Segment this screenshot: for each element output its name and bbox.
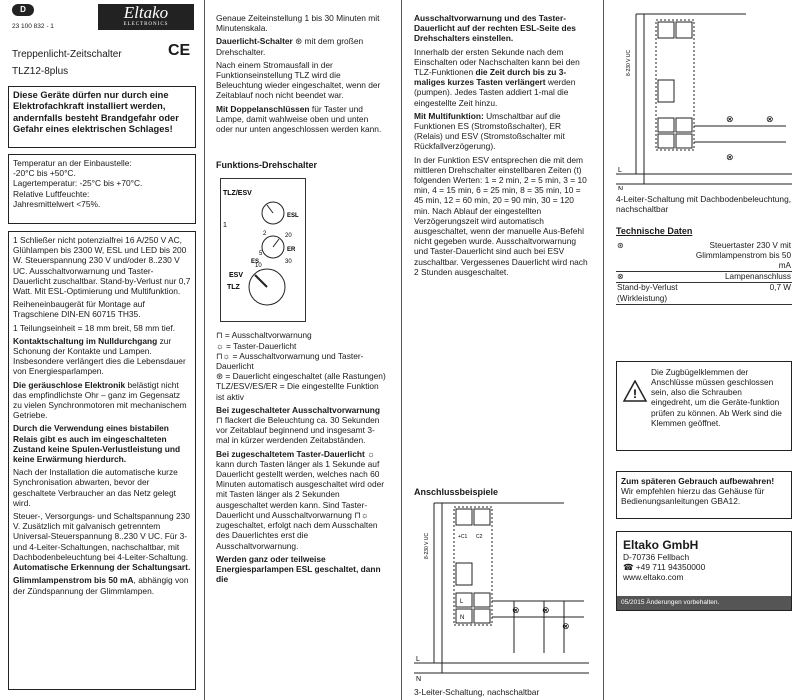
paragraph: TLZ/ESV/ES/ER = Die eingestellte Funktion ist aktiv xyxy=(216,381,379,402)
dial-label: ER xyxy=(287,247,296,254)
dial-label: ES xyxy=(251,259,260,266)
diagram-svg xyxy=(616,0,792,190)
paragraph xyxy=(216,104,386,135)
terminal xyxy=(456,593,472,607)
bold-text: Mit Multifunktion: xyxy=(414,110,484,121)
dial-label: 5 xyxy=(259,251,263,258)
text: Steuer-, Versorgungs- und Schaltspannung 230 V. Zusätzlich mit galvanisch getrenntem Universal-Steuerspannung 8..230 V UC. Für 3- und 4-Leiter-Schaltungen, nachschaltbar, mit Dachbodenbeleuchtung bei 4-Leiter-Schaltung. xyxy=(13,511,190,562)
notice-box xyxy=(616,361,792,451)
bold-text: Dauerlicht-Schalter xyxy=(216,36,293,47)
wiring-diagram-3-wire xyxy=(414,493,589,683)
lamp-icon: ⊗ xyxy=(512,605,520,615)
voltage-label: 8-230 V UC xyxy=(424,532,430,559)
bold-text: Durch die Verwendung eines bistabilen Relais gibt es auch im eingeschalteten Zustand keine Spulen-Verlustleistung und keine Erwärmung hierdurch. xyxy=(13,423,181,465)
dial-label: 1 xyxy=(223,222,227,230)
bold-text: Automatische Erkennung der Schaltungsart. xyxy=(13,562,191,573)
warning-sun-icon: ⊓☼ xyxy=(354,509,369,520)
temp-line: -20°C bis +50°C. xyxy=(13,168,76,179)
keep-box xyxy=(616,471,792,519)
paragraph xyxy=(13,511,191,572)
warning-triangle-icon xyxy=(623,380,647,402)
legend-item: ⊛ = Dauerlicht eingeschaltet (alle Rastungen) xyxy=(216,371,386,382)
dial-pointer xyxy=(267,205,273,213)
header xyxy=(8,4,196,34)
paragraph: Nach einem Stromausfall in der Funktionseinstellung TLZ wird die Beleuchtung wieder eingeschaltet, wenn der Zeitablauf noch nicht beendet war. xyxy=(216,59,381,101)
company-web[interactable]: www.eltako.com xyxy=(623,572,684,583)
paragraph xyxy=(13,380,191,421)
table-row xyxy=(616,283,792,304)
legend-item: ⊓ = Ausschaltvorwarnung xyxy=(216,330,312,341)
product-name: Treppenlicht-Zeitschalter xyxy=(12,49,122,60)
paragraph: Bei zugeschalteter Ausschaltvorwarnung ⊓ flackert die Beleuchtung ca. 30 Sekunden vor Zeitablauf beginnend und insgesamt 3-mal in kürzer werdenden Zeitabständen. xyxy=(216,404,380,446)
row-value: 0,7 W xyxy=(685,283,792,304)
rail-label: L xyxy=(416,656,420,663)
lamp-icon: ⊗ xyxy=(562,621,570,631)
temp-line: Jahresmittelwert <75%. xyxy=(13,198,101,209)
terminal xyxy=(474,593,490,607)
diagram-caption: 3-Leiter-Schaltung, nachschaltbar xyxy=(414,687,540,697)
dauerlicht-icon: ⊛ xyxy=(295,36,303,47)
paragraph: Nach der Installation die automatische kurze Synchronisation abwarten, bevor der geschaltete Verbraucher an das Netz gelegt wird. xyxy=(13,467,178,508)
bold-text: Die geräuschlose Elektronik xyxy=(13,379,126,390)
terminal-label: +C1 xyxy=(458,534,468,540)
legend-item: ☼ = Taster-Dauerlicht xyxy=(216,340,297,351)
column-4 xyxy=(616,0,792,611)
company-box xyxy=(616,531,792,611)
dauerlicht-icon: ⊛ xyxy=(216,371,224,382)
dial-svg xyxy=(221,179,305,321)
diagram-heading: Anschlussbeispiele xyxy=(414,487,499,497)
temp-line: Relative Luftfeuchte: xyxy=(13,188,90,199)
dial-label: ESL xyxy=(287,213,299,220)
paragraph: In der Funktion ESV entsprechen die mit dem mittleren Drehschalter einstellbaren Zeiten (t) folgenden Werten: 1 = 2 min, 2 = 5 min, 3 = 10 min, 4 = 15 min, 6 = 25 min, 8 = 35 min, 10 = 45 min, 12 = 60 min, 20 = 90 min, 30 = 120 min. Nach Ablauf der eingestellten Verzögerungszeit wird automatisch ausgeschaltet, wenn der manuelle Aus-Befehl nicht gegeben wurde. Ausschaltvorwarnung und Taster-Dauerlicht sind auch bei ESV zuschaltbar. Vergessenes Dauerlicht wird nach 2 Stunden ausgeschaltet. xyxy=(414,154,588,277)
diagram-caption: 4-Leiter-Schaltung mit Dachbodenbeleuchtung, nachschaltbar xyxy=(616,194,792,215)
table-row xyxy=(616,241,792,272)
dial-label: 2 xyxy=(263,231,267,238)
bold-text: Mit Doppelanschlüssen xyxy=(216,103,310,114)
paragraph xyxy=(414,13,589,44)
safety-warning: Diese Geräte dürfen nur durch eine Elektrofachkraft installiert werden, andernfalls besteht Brandgefahr oder Gefahr eines elektrischen Schlages! xyxy=(8,86,196,148)
dial-heading: Funktions-Drehschalter xyxy=(216,160,318,171)
dial-label: 20 xyxy=(285,233,292,240)
terminal-label: C2 xyxy=(476,534,483,540)
dial-label: 10 xyxy=(255,263,262,270)
paragraph: 1 Teilungseinheit = 18 mm breit, 58 mm tief. xyxy=(13,322,176,333)
voltage-label: 8-230 V UC xyxy=(626,49,632,76)
brand-subtitle: ELECTRONICS xyxy=(123,22,169,27)
paragraph: Genaue Zeiteinstellung 1 bis 30 Minuten mit Minutenskala. xyxy=(216,13,380,34)
text: mit dem großen Drehschalter. xyxy=(216,36,364,57)
device-outline xyxy=(656,20,694,150)
terminal xyxy=(658,118,674,132)
bold-text: Bei zugeschalteter Ausschaltvorwarnung xyxy=(216,404,380,415)
bold-text: die Zeit durch bis zu 3-maliges kurzes Tasten verlängert xyxy=(414,67,567,88)
warning-pulse-icon: ⊓ xyxy=(216,415,223,426)
terminal xyxy=(676,118,692,132)
warning-pulse-icon: ⊓ xyxy=(216,330,223,341)
sun-icon: ☼ xyxy=(216,340,224,351)
brand-name: Eltako xyxy=(123,3,169,22)
column-3 xyxy=(414,13,589,697)
row-label: Lampenanschluss xyxy=(685,272,792,283)
table-row xyxy=(616,272,792,283)
ce-mark: CE xyxy=(168,42,191,59)
paragraph: Reiheneinbaugerät für Montage auf Tragschiene DIN-EN 60715 TH35. xyxy=(13,299,145,320)
terminal xyxy=(658,134,674,148)
bold-text: Ausschaltvorwarnung und des Taster-Dauerlicht auf der rechten ESL-Seite des Drehschalters einstellen. xyxy=(414,13,576,44)
paragraph xyxy=(216,554,386,585)
wiring-diagram-4-wire xyxy=(616,0,792,190)
column-divider xyxy=(204,0,205,700)
text: , abhängig von der Zündspannung der Glimmlampen. xyxy=(13,575,189,596)
keep-text: Wir empfehlen hierzu das Gehäuse für Bedienungsanleitungen GBA12. xyxy=(621,486,765,507)
terminal xyxy=(676,22,692,38)
company-address: D-70736 Fellbach xyxy=(623,551,690,562)
legend-item: ⊓☼ = Ausschaltvorwarnung und Taster-Dauerlicht xyxy=(216,350,364,372)
diagram-svg xyxy=(414,493,589,683)
company-name: Eltako GmbH xyxy=(623,537,699,552)
text: zur Schonung der Kontakte und Lampen. Insbesondere verlängert dies die Lebensdauer von Energiesparlampen. xyxy=(13,335,186,377)
dial-label: TLZ xyxy=(227,284,240,292)
paragraph: Bei zugeschaltetem Taster-Dauerlicht ☼ kann durch Tasten länger als 1 Sekunde auf Dauerlicht gestellt werden, welches nach 60 Minuten automatisch ausgeschaltet wird oder mit Tasten länger als 2 Sekunden ausgeschaltet werden kann. Sind Taster-Dauerlicht und Ausschaltvorwarnung ⊓☼ zugeschaltet, erfolgt nach dem Ausschalten des Dauerlichtes erst die Ausschaltvorwarnung. xyxy=(216,448,385,551)
terminal-label: L xyxy=(460,599,464,605)
rail-label: N xyxy=(416,676,422,683)
terminal xyxy=(474,609,490,623)
lamp-icon: ⊗ xyxy=(726,152,734,162)
relay xyxy=(456,563,472,585)
sun-icon: ☼ xyxy=(367,448,375,459)
dial-pointer xyxy=(255,275,267,287)
row-icon: ⊛ xyxy=(616,241,685,272)
paragraph xyxy=(216,36,386,56)
phone-icon: ☎ xyxy=(623,562,634,573)
dial-label: TLZ/ESV xyxy=(223,190,252,198)
article-number: 23 100 832 - 1 xyxy=(12,23,54,30)
tech-table xyxy=(616,241,792,305)
terminal xyxy=(676,134,692,148)
notice-text: Die Zugbügelklemmen der Anschlüsse müssen geschlossen sein, also die Schrauben eingedreht, um die Geräte-funktion prüfen zu können. Ab Werk sind die Klemmen geöffnet. xyxy=(651,366,782,428)
paragraph xyxy=(13,575,191,595)
function-dial-diagram xyxy=(220,178,306,322)
description-box xyxy=(8,231,196,690)
terminal xyxy=(456,509,472,525)
rail-label: L xyxy=(618,167,622,174)
text: belästigt nicht das empfindlichste Ohr – ganz im Gegensatz zu vielen Synchronmotoren mit mechanischem Getriebe. xyxy=(13,379,187,421)
paragraph: Mit Multifunktion: Umschaltbar auf die Funktionen ES (Stromstoßschalter), ER (Relais) und ESV (Stromstoßschalter mit Rückfallverzögerung). xyxy=(414,110,565,152)
lamp-icon: ⊗ xyxy=(766,114,774,124)
rail-label: N xyxy=(618,186,624,190)
bold-text: Bei zugeschaltetem Taster-Dauerlicht xyxy=(216,448,365,459)
bold-text: Kontaktschaltung im Nulldurchgang xyxy=(13,335,158,346)
column-divider xyxy=(401,0,402,700)
lamp-icon: ⊗ xyxy=(542,605,550,615)
text: für Taster und Lampe, damit wahlweise oben und unten oder nur unten angeschlossen werden kann. xyxy=(216,103,382,135)
paragraph: 1 Schließer nicht potenzialfrei 16 A/250 V AC, Glühlampen bis 2300 W, ESL und LED bis 200 W. Steuerspannung 230 V und/oder 8..230 V UC. Ausschaltvorwarnung und Taster-Dauerlicht zuschaltbar. Stand-by-Verlust nur 0,7 Watt. Mit ESL-Optimierung und Multifunktion. xyxy=(13,235,191,297)
footer-note: 05/2015 Änderungen vorbehalten. xyxy=(617,596,791,610)
keep-heading: Zum späteren Gebrauch aufbewahren! xyxy=(621,475,775,486)
brand-logo xyxy=(98,4,194,30)
paragraph xyxy=(13,336,191,377)
lamp-icon: ⊗ xyxy=(726,114,734,124)
dial-label: 30 xyxy=(285,259,292,266)
row-icon: ⊗ xyxy=(616,272,685,283)
dial-label: ESV xyxy=(229,272,244,280)
temp-line: Lagertemperatur: -25°C bis +70°C. xyxy=(13,178,143,189)
terminal-label: N xyxy=(460,615,465,621)
bold-text: Glimmlampenstrom bis 50 mA xyxy=(13,575,134,586)
svg-text:!: ! xyxy=(633,386,637,401)
paragraph xyxy=(13,423,191,464)
terminal xyxy=(474,509,490,525)
row-label: Stand-by-Verlust (Wirkleistung) xyxy=(616,283,685,304)
temp-line: Temperatur an der Einbaustelle: xyxy=(13,158,132,168)
company-phone: ☎ +49 711 94350000 xyxy=(623,562,706,573)
column-divider xyxy=(603,0,604,700)
row-label: Steuertaster 230 V mit Glimmlampenstrom bis 50 mA xyxy=(685,241,792,272)
language-badge: D xyxy=(12,4,34,16)
warning-sun-icon: ⊓☼ xyxy=(216,350,231,361)
dial-pointer xyxy=(273,239,279,247)
terminal xyxy=(658,22,674,38)
product-code: TLZ12-8plus xyxy=(12,66,69,77)
relay xyxy=(658,80,674,102)
temperature-box xyxy=(8,154,196,224)
column-2 xyxy=(216,13,386,587)
tech-heading: Technische Daten xyxy=(616,226,693,237)
paragraph: Innerhalb der ersten Sekunde nach dem Einschalten oder Nachschalten kann bei den TLZ-Funktionen die Zeit durch bis zu 3-maliges kurzes Tasten verlängert werden (pumpen). Jedes Tasten addiert 1-mal die eingestellte Zeit hinzu. xyxy=(414,46,580,108)
bold-text: Werden ganz oder teilweise Energiesparlampen ESL geschaltet, dann die xyxy=(216,553,381,585)
